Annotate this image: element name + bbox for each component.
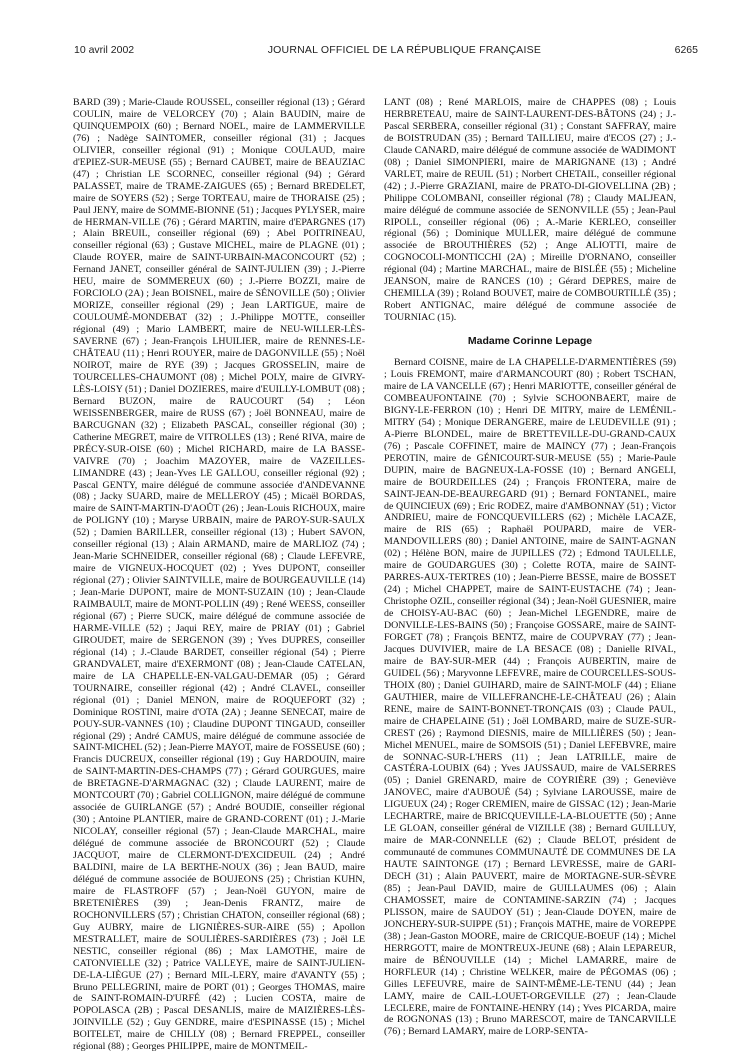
header-page-number: 6265 (674, 44, 698, 56)
left-column (73, 97, 365, 1053)
right-column (384, 97, 676, 1038)
left-column-text: BARD (39) ; Marie-Claude ROUSSEL, conseiller régional (13) ; Gérard COULIN, maire de VELORCEY (70) ; Alain BAUDIN, maire de QUINQUEMPOIX (60) ; Bernard NOEL, maire de LAMMERVILLE (76) ; Nadège SAINTOMER, conseiller régional (31) ; Jacques OLIVIER, conseiller régional (91) ; Monique COULAUD, maire d'EPIEZ-SUR-MEUSE (55) ; Bernard CAUBET, maire de BEAUZIAC (47) ; Christian LE SCORNEC, conseiller régional (94) ; Gérard PALASSET, maire de TRAME-ZAIGUES (65) ; Bernard BREDELET, maire de SOYERS (52) ; Serge TORTEAU, maire de THORAISE (25) ; Paul JENY, maire de SOMME-BIONNE (51) ; Jacques PYLYSER, maire de HERMAN-VILLE (76) ; Gérard MARTIN, maire d'EPARGNES (17) ; Alain BREUIL, conseiller régional (69) ; Abel POITRINEAU, conseiller régional (63) ; Gustave MICHEL, maire de PLAGNE (01) ; Claude ROYER, maire de SAINT-URBAIN-MACONCOURT (52) ; Fernand JANET, conseiller général de SAINT-JULIEN (39) ; J.-Pierre HEU, maire de SOMMEREUX (60) ; J.-Pierre BOZZI, maire de FORCIOLO (2A) ; Jean BOISNEL, maire de SÉNOVILLE (50) ; Olivier MORIZE, conseiller régional (29) ; Jean LARTIGUE, maire de COULOUMÉ-MONDEBAT (32) ; J.-Philippe MOTTE, conseiller régional (49) ; Mario LAMBERT, maire de NEU-WILLER-LÈS-SAVERNE (67) ; Jean-François LHUILIER, maire de RENNES-LE-CHÂTEAU (11) ; Henri ROUYER, maire de DAGONVILLE (55) ; Noël NOIROT, maire de RYE (39) ; Jacques GROSSELIN, maire de TOURCELLES-CHAUMONT (08) ; Michel POLY, maire de GIVRY-LÈS-LOISY (51) ; Daniel DOZIERES, maire d'EUILLY-LOMBUT (08) ; Bernard BUZON, maire de RAUCOURT (54) ; Léon WEISSENBERGER, maire de RUSS (67) ; Joël BONNEAU, maire de BARCUGNAN (32) ; Elizabeth PASCAL, conseiller régional (30) ; Catherine MEGRET, maire de VITROLLES (13) ; René RIVA, maire de PRÉCY-SUR-OISE (60) ; Michel RICHARD, maire de LA BASSE-VAIVRE (70) ; Joachim MAZOYER, maire de VAZEILLES-LIMANDRE (43) ; Jean-Yves LE GALLOU, conseiller régional (92) ; Pascal GENTY, maire délégué de commune associée d'ANDEVANNE (08) ; Jacky SUARD, maire de MELLEROY (45) ; Micaël BORDAS, maire de SAINT-MARTIN-D'AOÛT (26) ; Jean-Louis RICHOUX, maire de POLIGNY (10) ; Maryse URBAIN, maire de PAROY-SUR-SAULX (52) ; Damien BARILLER, conseiller régional (13) ; Hubert SAVON, conseiller régional (13) ; Alain ARMAND, maire de MARLIOZ (74) ; Jean-Marie SCHNEIDER, conseiller régional (68) ; Claude LEFEVRE, maire de VIGNEUX-HOCQUET (02) ; Yves DUPONT, conseiller régional (27) ; Olivier SAINTVILLE, maire de BOURGEAUVILLE (14) ; Jean-Marie DUPONT, maire de MONT-SUZAIN (10) ; Jean-Claude RAIMBAULT, maire de MONT-POLLIN (49) ; René WEESS, conseiller régional (67) ; Pierre SUCK, maire délégué de commune associée de HARME-VILLE (52) ; Jaqui REY, maire de PRIAY (01) ; Gabriel GIROUDET, maire de SERGENON (39) ; Yves DUPRES, conseiller régional (14) ; J.-Claude BARDET, conseiller régional (54) ; Pierre GRANDVALET, maire d'EXERMONT (08) ; Jean-Claude CATELAN, maire de LA CHAPELLE-EN-VALGAU-DEMAR (05) ; Gérard TOURNAIRE, conseiller régional (42) ; André CLAVEL, conseiller régional (01) ; Daniel MENON, maire de ROQUEFORT (32) ; Dominique ROSTINI, maire d'OTA (2A) ; Jeanne SENECAT, maire de POUY-SUR-VANNES (10) ; Claudine DUPONT TINGAUD, conseiller régional (29) ; André CAMUS, maire délégué de commune associée de SAINT-MICHEL (52) ; Jean-Pierre MAYOT, maire de FOSSEUSE (60) ; Francis DUCREUX, conseiller régional (19) ; Guy HARDOUIN, maire de SAINT-MARTIN-DES-CHAMPS (77) ; Gérard GOURGUES, maire de BRETAGNE-D'ARMAGNAC (32) ; Claude LAURENT, maire de MONTCOURT (70) ; Gabriel COLLIGNON, maire délégué de commune associée de GUIRLANGE (57) ; André BOUDIE, conseiller régional (30) ; Antoine PLANTIER, maire de GRAND-CORENT (01) ; J.-Marie NICOLAY, conseiller régional (57) ; Jean-Claude MARCHAL, maire délégué de commune associée de BRONCOURT (52) ; Claude JACQUOT, maire de CLERMONT-D'EXCIDEUIL (24) ; André BALDINI, maire de LA BERTHE-NOUX (36) ; Jean BAUD, maire délégué de commune associée de BOUJEONS (25) ; Christian KUHN, maire de FLASTROFF (57) ; Jean-Noël GUYON, maire de BRETENIÈRES (39) ; Jean-Denis FRANTZ, maire de ROCHONVILLERS (57) ; Christian CHATON, conseiller régional (68) ; Guy AUBRY, maire de LIGNIÈRES-SUR-AIRE (55) ; Apollon MESTRALLET, maire de SOULIÈRES-SARDIÈRES (73) ; Joël LE NESTIC, conseiller régional (86) ; Max LAMOTHE, maire de CATONVIELLE (32) ; Patrice VALLEYE, maire de SAINT-JULIEN-DE-LA-LIÈGUE (27) ; Bernard MIL-LERY, maire d'AVANTY (55) ; Bruno PELLEGRINI, maire de PORT (01) ; Georges THOMAS, maire de SAINT-ROMAIN-D'URFÉ (42) ; Lucien COSTA, maire de POPOLASCA (2B) ; Pascal DESANLIS, maire de MAIZIÈRES-LÈS-JOINVILLE (52) ; Guy GENDRE, maire d'ESPINASSE (15) ; Michel BOITELET, maire de CHILLY (08) ; Bernard FREPPEL, conseiller régional (88) ; Georges PHILIPPE, maire de MONTMEIL- (73, 97, 365, 1053)
page-header (74, 44, 698, 60)
section-heading: Madame Corinne Lepage (467, 335, 593, 348)
header-date: 10 avril 2002 (74, 44, 135, 56)
right-column-continuation: LANT (08) ; René MARLOIS, maire de CHAPPES (08) ; Louis HERBRETEAU, maire de SAINT-LAURENT-DES-BÂTONS (24) ; J.-Pascal SERBERA, conseiller régional (31) ; Constant SAFFRAY, maire de BOISTRUDAN (35) ; Bernard TAILLIEU, maire d'ECOS (27) ; J.-Claude CANARD, maire délégué de commune associée de WADIMONT (08) ; Daniel SIMONPIERI, maire de MARIGNANE (13) ; André VARLET, maire de REUIL (51) ; Norbert CHETAIL, conseiller régional (42) ; J.-Pierre GRAZIANI, maire de PRATO-DI-GIOVELLINA (2B) ; Philippe COLOMBANI, conseiller régional (78) ; Claudy MALJEAN, maire délégué de commune associée de SENONVILLE (55) ; Jean-Paul RIPOLL, conseiller régional (06) ; A.-Marie KERLEO, conseiller régional (56) ; Dominique MULLER, maire délégué de commune associée de BROUTHIÈRES (52) ; Ange ALIOTTI, maire de COGNOCOLI-MONTICCHI (2A) ; Mireille D'ORNANO, conseiller régional (04) ; Martine MARCHAL, maire de BISLÉE (55) ; Micheline JEANSON, maire de RANCES (10) ; Gérard DEPRES, maire de CHEMILLA (39) ; Roland BOUVET, maire de COMBOURTILLÉ (35) ; Robert ANTIGNAC, maire délégué de commune associée de TOURNIAC (15). (384, 97, 676, 324)
right-column-section-text: Bernard COISNE, maire de LA CHAPELLE-D'ARMENTIÈRES (59) ; Louis FREMONT, maire d'ARMANCOURT (80) ; Robert TSCHAN, maire de LA VANCELLE (67) ; Henri MARIOTTE, conseiller général de COMBEAUFONTAINE (70) ; Sylvie SCHOONBAERT, maire de BIGNY-LE-FERRON (10) ; Henri DE MITRY, maire de LEMÉNIL-MITRY (54) ; Monique DERANGERE, maire de LEUDEVILLE (91) ; A-Pierre BLONDEL, maire de BRETTEVILLE-DU-GRAND-CAUX (76) ; Pascale COFFINET, maire de MAINCY (77) ; Jean-François PEROTIN, maire de GÉNICOURT-SUR-MEUSE (55) ; Marie-Paule DUPIN, maire de BAGNEUX-LA-FOSSE (10) ; Bernard ANGELI, maire de BOURDEILLES (24) ; François FRONTERA, maire de SAINT-JEAN-DE-BEAUREGARD (91) ; Bernard FONTANEL, maire de QUINCIEUX (69) ; Eric RODEZ, maire d'AMBONNAY (51) ; Victor ANDRIEU, maire de FONCQUEVILLERS (62) ; Michèle LACAZE, maire de RIS (65) ; Raphaël POUPARD, maire de VER-MANDOVILLERS (80) ; Daniel ANTOINE, maire de SAINT-AGNAN (02) ; Hélène BON, maire de JUPILLES (72) ; Edmond TAULELLE, maire de GOUDARGUES (30) ; Colette ROTA, maire de SAINT-PARRES-AUX-TERTRES (10) ; Jean-Pierre BESSE, maire de BOSSET (24) ; Michel CHAPPET, maire de SAINT-EUSTACHE (74) ; Jean-Christophe OZIL, conseiller régional (34) ; Jean-Noël GUESNIER, maire de CHOISY-AU-BAC (60) ; Jean-Michel LEGENDRE, maire de DONVILLE-LES-BAINS (50) ; Françoise GOSSARE, maire de SAINT-FORGET (78) ; François BENTZ, maire de COUPVRAY (77) ; Jean-Jacques DUVIVIER, maire de LA BESACE (08) ; Danielle RIVAL, maire de BAY-SUR-MER (44) ; François AUBERTIN, maire de GUIDEL (56) ; Maryvonne LEFEVRE, maire de COURCELLES-SOUS-THOIX (80) ; Daniel GUIHARD, maire de SAINT-MOLF (44) ; Eliane GAUTHIER, maire de VILLEFRANCHE-LE-CHÂTEAU (26) ; Alain RENE, maire de SAINT-BONNET-TRONÇAIS (03) ; Claude PAUL, maire de CHAPELAINE (51) ; Joël LOMBARD, maire de SUZE-SUR-CREST (26) ; Raymond DIESNIS, maire de MILLIÈRES (50) ; Jean-Michel MENUEL, maire de SOMSOIS (51) ; Daniel LEFEBVRE, maire de SONNAC-SUR-L'HERS (11) ; Jean LATRILLE, maire de CASTÉRA-LOUBIX (64) ; Yves JAUSSAUD, maire de VALSERRES (05) ; Daniel GRENARD, maire de COYRIÈRE (39) ; Geneviève JANOVEC, maire d'AUBOUÉ (54) ; Sylviane LAROUSSE, maire de LIGUEUX (24) ; Roger CREMIEN, maire de GISSAC (12) ; Jean-Marie LECHARTRE, maire de BRICQUEVILLE-LA-BLOUETTE (50) ; Anne LE GLOAN, conseiller général de VIZILLE (38) ; Bernard GUILLUY, maire de MAR-CONNELLE (62) ; Claude BELOT, président de communauté de communes COMMUNAUTÉ DE COMMUNES DE LA HAUTE SAINTONGE (17) ; Bernard LEVRESSE, maire de GARI-DECH (31) ; Alain PAUVERT, maire de MORTAGNE-SUR-SÈVRE (85) ; Jean-Paul DAVID, maire de GUILLAUMES (06) ; Alain CHAMOSSET, maire de CONTAMINE-SARZIN (74) ; Jacques PLISSON, maire de SAUDOY (51) ; Jean-Claude DOYEN, maire de JONCHERY-SUR-SUIPPE (51) ; François MATHE, maire de VOREPPE (38) ; Jean-Gaston MOORE, maire de CRICQUE-BOEUF (14) ; Michel HERRGOTT, maire de MONTREUX-JEUNE (68) ; Alain LEPAREUR, maire de BÉNOUVILLE (14) ; Michel LAMARRE, maire de HORFLEUR (14) ; Christine WELKER, maire de PÉGOMAS (06) ; Gilles LEFEUVRE, maire de SAINT-MÊME-LE-TENU (44) ; Jean LAMY, maire de CAIL-LOUET-ORGEVILLE (27) ; Jean-Claude LECLERE, maire de FONTAINE-HENRY (14) ; Yves PICARDA, maire de ROGNONAS (13) ; Bruno MARESCOT, maire de TANCARVILLE (76) ; Bernard LAMARY, maire de LORP-SENTA- (384, 357, 676, 1038)
header-title: JOURNAL OFFICIEL DE LA RÉPUBLIQUE FRANÇAISE (267, 44, 542, 56)
